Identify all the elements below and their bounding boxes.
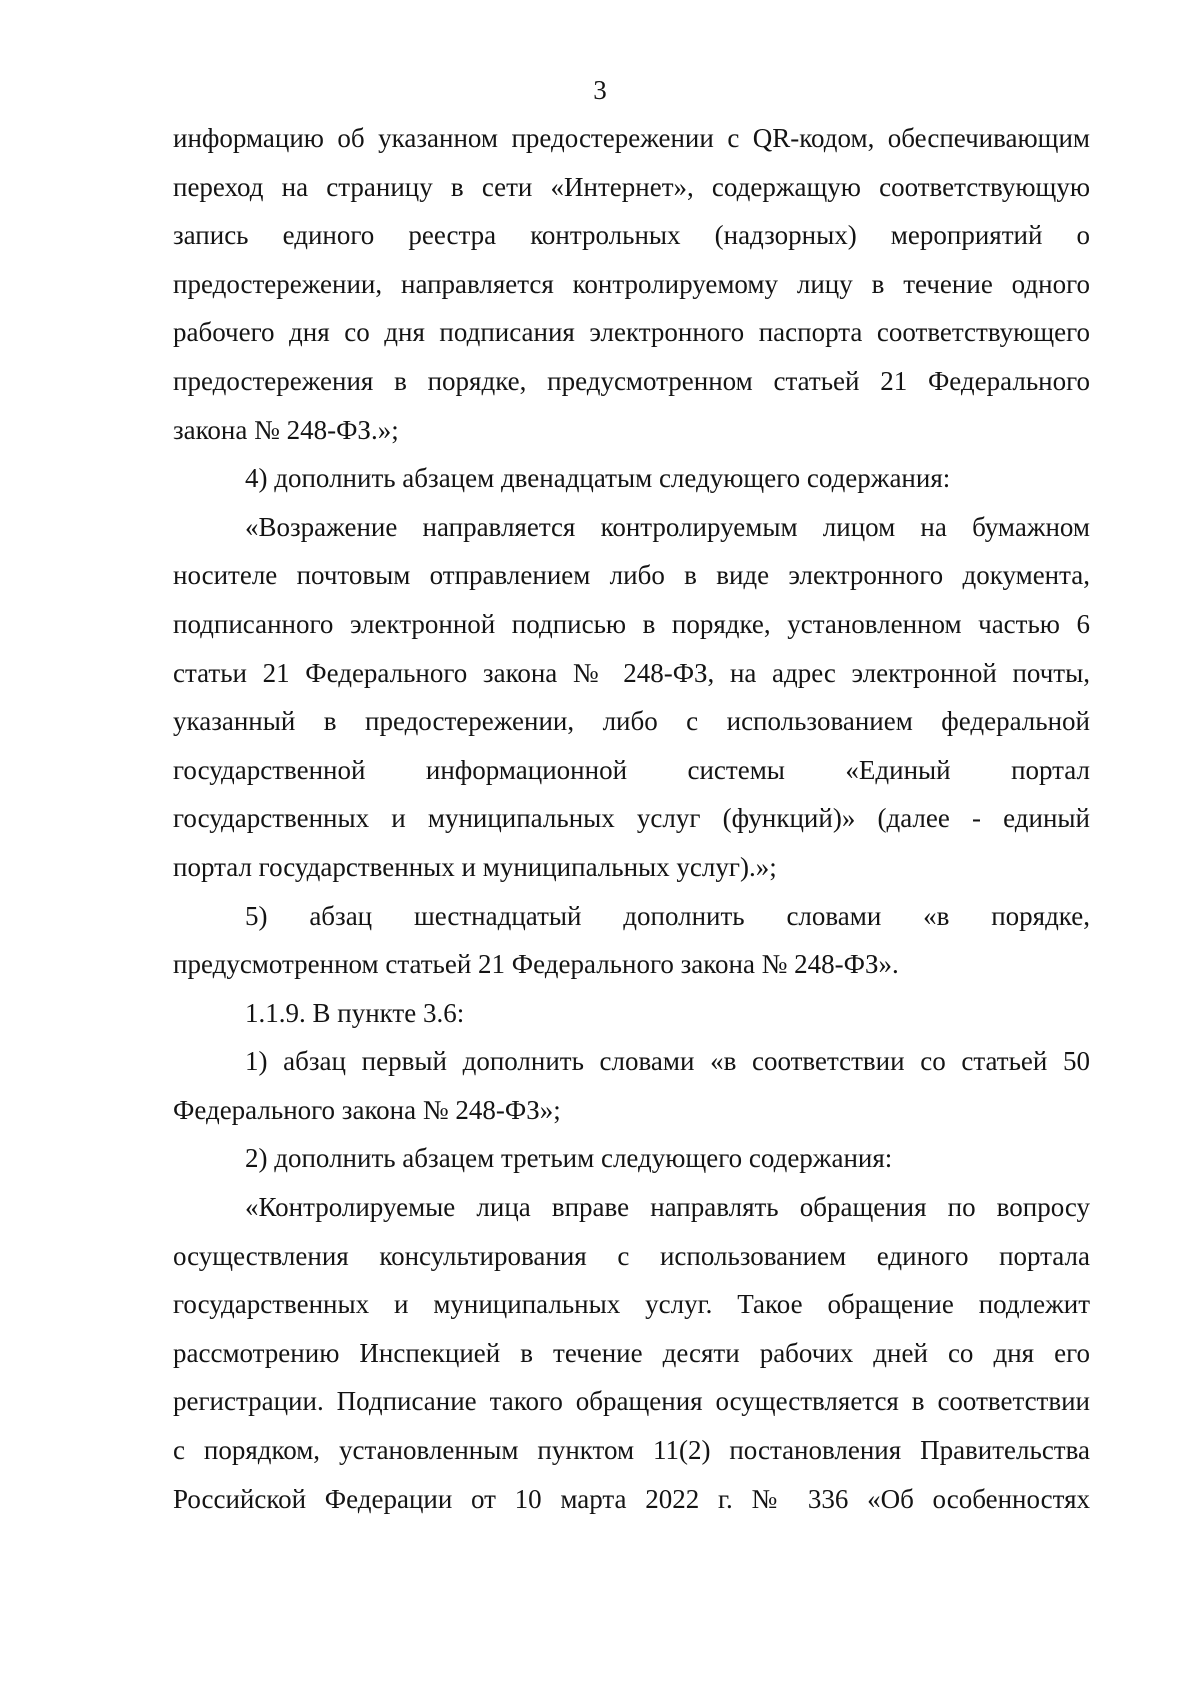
text-line: запись единого реестра контрольных (надзорных) мероприятий о <box>173 220 1090 251</box>
text-line: 2) дополнить абзацем третьим следующего содержания: <box>245 1143 893 1174</box>
text-line: статьи 21 Федерального закона № 248-ФЗ, на адрес электронной почты, <box>173 657 1090 688</box>
text-line: 1) абзац первый дополнить словами «в соответствии со статьей 50 <box>245 1046 1090 1077</box>
text-line: портал государственных и муниципальных услуг).»; <box>173 851 777 882</box>
text-line: переход на страницу в сети «Интернет», содержащую соответствующую <box>173 171 1090 202</box>
text-line: указанный в предостережении, либо с использованием федеральной <box>173 706 1090 737</box>
text-line: с порядком, установленным пунктом 11(2) постановления Правительства <box>173 1435 1090 1466</box>
text-line: Федерального закона № 248-ФЗ»; <box>173 1094 561 1125</box>
text-line: государственной информационной системы «Единый портал <box>173 754 1090 785</box>
text-line: осуществления консультирования с использованием единого портала <box>173 1240 1090 1271</box>
text-line: «Контролируемые лица вправе направлять обращения по вопросу <box>245 1192 1090 1223</box>
text-line: государственных и муниципальных услуг. Такое обращение подлежит <box>173 1289 1090 1320</box>
text-line: 5) абзац шестнадцатый дополнить словами «в порядке, <box>245 900 1090 931</box>
text-line: 1.1.9. В пункте 3.6: <box>245 997 465 1028</box>
text-line: 4) дополнить абзацем двенадцатым следующего содержания: <box>245 463 951 494</box>
document-body <box>173 114 1090 1523</box>
text-line: подписанного электронной подписью в порядке, установленном частью 6 <box>173 608 1090 639</box>
text-line: «Возражение направляется контролируемым лицом на бумажном <box>245 511 1090 542</box>
text-line: носителе почтовым отправлением либо в виде электронного документа, <box>173 560 1090 591</box>
text-line: Российской Федерации от 10 марта 2022 г. № 336 «Об особенностях <box>173 1483 1090 1514</box>
text-line: государственных и муниципальных услуг (функций)» (далее - единый <box>173 803 1090 834</box>
text-line: закона № 248-ФЗ.»; <box>173 414 399 445</box>
text-line: информацию об указанном предостережении с QR-кодом, обеспечивающим <box>173 123 1090 153</box>
text-line: предусмотренном статьей 21 Федерального закона № 248-ФЗ». <box>173 949 899 980</box>
text-line: предостережения в порядке, предусмотренном статьей 21 Федерального <box>173 365 1090 396</box>
text-line: предостережении, направляется контролируемому лицу в течение одного <box>173 268 1090 299</box>
page-number: 3 <box>593 75 607 105</box>
text-line: рассмотрению Инспекцией в течение десяти рабочих дней со дня его <box>173 1337 1090 1368</box>
text-line: рабочего дня со дня подписания электронного паспорта соответствующего <box>173 317 1090 348</box>
text-line: регистрации. Подписание такого обращения осуществляется в соответствии <box>173 1386 1090 1417</box>
